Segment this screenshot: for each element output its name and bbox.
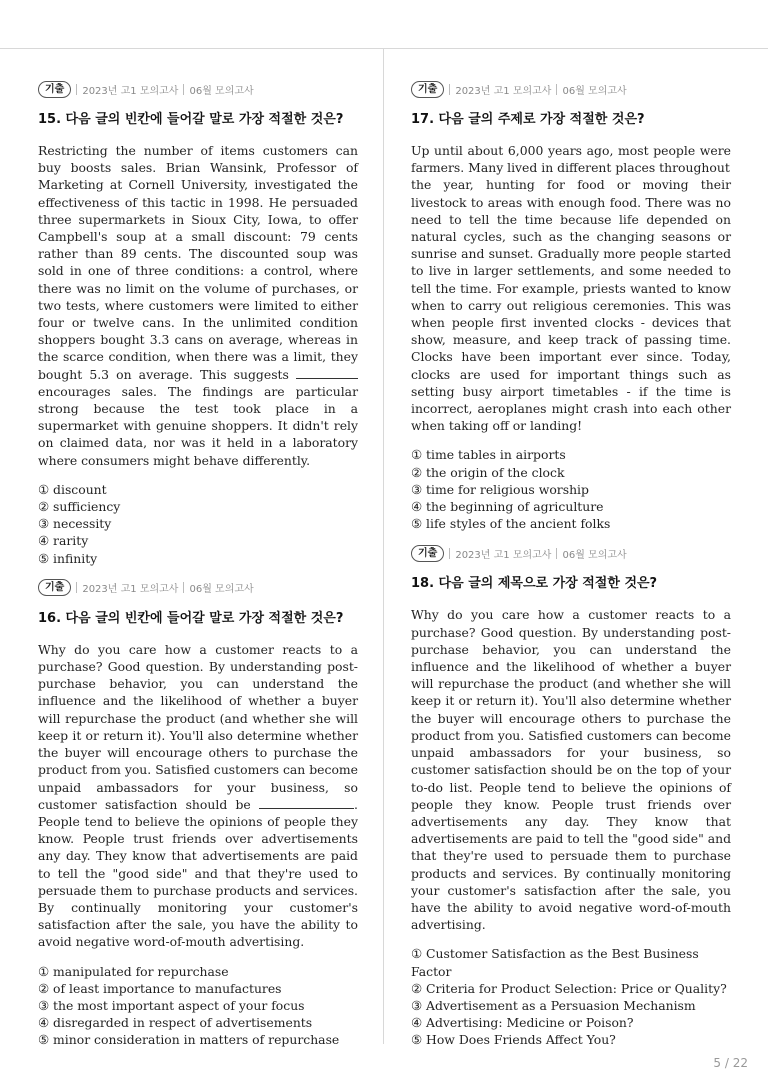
exam-year: 2023년 고1 모의고사	[455, 85, 552, 97]
option-1[interactable]: ① Customer Satisfaction as the Best Business Factor	[411, 946, 699, 979]
meta-separator	[76, 582, 77, 593]
option-1[interactable]: ① time tables in airports	[411, 447, 566, 463]
option-4[interactable]: ④ disregarded in respect of advertisements	[38, 1015, 313, 1031]
answer-options	[38, 481, 358, 567]
question-meta	[38, 80, 358, 98]
question-title: 17. 다음 글의 주제로 가장 적절한 것은?	[411, 112, 645, 127]
exam-year: 2023년 고1 모의고사	[82, 584, 179, 596]
question-passage: Why do you care how a customer reacts to a purchase? Good question. By understanding post-purchase behavior, you can understand the influence and the likelihood of whether a buyer will repurchase the product (and whether she will keep it or return it). You'll also determine whether the buyer will encourage others to purchase the product from you. Satisfied customers can become unpaid ambassadors for your business, so customer satisfaction should be on the top of your to-do list. People tend to believe the opinions of people they know. People trust friends over advertisements any day. They know that advertisements are paid to tell the "good side" and that they're used to persuade them to purchase products and services. By continually monitoring your customer's satisfaction after the sale, you have the ability to avoid negative word-of-mouth advertising.	[411, 607, 732, 933]
answer-options	[38, 963, 358, 1049]
source-tag: 기출	[38, 81, 71, 98]
option-2[interactable]: ② sufficiency	[38, 499, 121, 515]
question-15	[38, 80, 358, 567]
passage-text: the year, hunting for food or moving their livestock to areas with enough food. There was no need to tell the time because life depended on natural cycles, such as the changing seasons or sunrise and sunset. Gradually more people started to live in larger settlements, and some needed to tell the time. For example, priests wanted to know when to carry out religious ceremonies. This was when people first invented clocks - devices that show, measure, and keep track of passing time. Clocks have been important ever since. Today, clocks are used for important things such as setting busy airport timetables - if the time is incorrect, aeroplanes might crash into each other when taking off or landing!	[411, 177, 731, 434]
option-1[interactable]: ① manipulated for repurchase	[38, 963, 229, 979]
option-3[interactable]: ③ Advertisement as a Persuasion Mechanism	[411, 997, 696, 1013]
option-2[interactable]: ② Criteria for Product Selection: Price or Quality?	[411, 980, 727, 996]
question-title: 16. 다음 글의 빈칸에 들어갈 말로 가장 적절한 것은?	[38, 610, 344, 626]
passage-text: Up until about 6,000 years ago, most people were farmers. Many lived in different places throughout	[411, 143, 731, 176]
question-17	[411, 80, 731, 532]
exam-year: 2023년 고1 모의고사	[455, 549, 552, 561]
question-title: 18. 다음 글의 제목으로 가장 적절한 것은?	[411, 576, 658, 592]
page-number: 5 / 22	[713, 1056, 748, 1070]
column-divider	[383, 48, 384, 1044]
source-tag: 기출	[411, 81, 444, 98]
exam-month: 06월 모의고사	[189, 584, 254, 596]
exam-month: 06월 모의고사	[562, 549, 627, 561]
option-1[interactable]: ① discount	[38, 481, 107, 497]
answer-options	[411, 945, 731, 1048]
option-4[interactable]: ④ the beginning of agriculture	[411, 499, 604, 515]
answer-blank	[259, 798, 354, 809]
exam-month: 06월 모의고사	[562, 85, 627, 97]
option-4[interactable]: ④ rarity	[38, 533, 89, 549]
option-5[interactable]: ⑤ minor consideration in matters of repurchase	[38, 1032, 340, 1048]
passage-text: . People tend to believe the opinions of people they know. People trust friends over advertisements any day. They know that advertisements are paid to tell the "good side" and that they're used to persuade them to purchase products and services. By continually monitoring your customer's satisfaction after the sale, you have the ability to avoid negative word-of-mouth advertising.	[38, 796, 358, 950]
meta-separator	[556, 84, 557, 95]
option-2[interactable]: ② the origin of the clock	[411, 464, 565, 480]
answer-options	[411, 446, 731, 532]
option-3[interactable]: ③ necessity	[38, 516, 112, 532]
question-title: 15. 다음 글의 빈칸에 들어갈 말로 가장 적절한 것은?	[38, 112, 344, 127]
option-4[interactable]: ④ Advertising: Medicine or Poison?	[411, 1015, 634, 1031]
meta-separator	[449, 548, 450, 559]
answer-blank	[296, 368, 358, 379]
option-5[interactable]: ⑤ How Does Friends Affect You?	[411, 1032, 616, 1048]
question-passage	[38, 641, 358, 951]
left-column	[38, 80, 358, 1061]
header-divider	[0, 48, 768, 49]
question-18	[411, 544, 731, 1048]
question-meta	[411, 80, 731, 98]
exam-month: 06월 모의고사	[189, 85, 254, 97]
exam-year: 2023년 고1 모의고사	[82, 85, 179, 97]
source-tag: 기출	[38, 579, 71, 596]
meta-separator	[556, 548, 557, 559]
passage-text: Why do you care how a customer reacts to a purchase? Good question. By understanding post-purchase behavior, you can understand the influence and the likelihood of whether a buyer will repurchase the product (and whether she will keep it or return it). You'll also determine whether the buyer will encourage others to purchase the product from you. Satisfied customers can become unpaid ambassadors for your business, so customer satisfaction should be	[38, 641, 358, 812]
option-5[interactable]: ⑤ infinity	[38, 550, 98, 566]
meta-separator	[449, 84, 450, 95]
meta-separator	[76, 84, 77, 95]
question-passage	[38, 142, 358, 469]
option-5[interactable]: ⑤ life styles of the ancient folks	[411, 516, 611, 532]
passage-text: Restricting the number of items customers can buy boosts sales. Brian Wansink, Professor of Marketing at Cornell University, investigated the effectiveness of this tactic in 1998. He persuaded three supermarkets in Sioux City, Iowa, to offer Campbell's soup at a small discount: 79 cents rather than 89 cents. The discounted soup was sold in one of three conditions: a control, where there was no limit on the volume of purchases, or two tests, where customers were limited to either four or twelve cans. In the unlimited condition shoppers bought 3.3 cans on average, whereas in the scarce condition, when there was a limit, they bought 5.3 on average. This suggests	[38, 143, 358, 382]
question-meta	[38, 579, 358, 597]
option-3[interactable]: ③ time for religious worship	[411, 481, 589, 497]
passage-text: encourages sales. The findings are particular strong because the test took place in a supermarket with genuine shoppers. It didn't rely on claimed data, nor was it held in a laboratory where consumers might behave differently.	[38, 383, 358, 468]
question-passage	[411, 142, 731, 434]
source-tag: 기출	[411, 545, 444, 562]
question-meta	[411, 544, 731, 562]
option-3[interactable]: ③ the most important aspect of your focus	[38, 997, 305, 1013]
right-column	[411, 80, 731, 1061]
meta-separator	[183, 84, 184, 95]
meta-separator	[183, 582, 184, 593]
option-2[interactable]: ② of least importance to manufactures	[38, 980, 282, 996]
question-16	[38, 579, 358, 1049]
